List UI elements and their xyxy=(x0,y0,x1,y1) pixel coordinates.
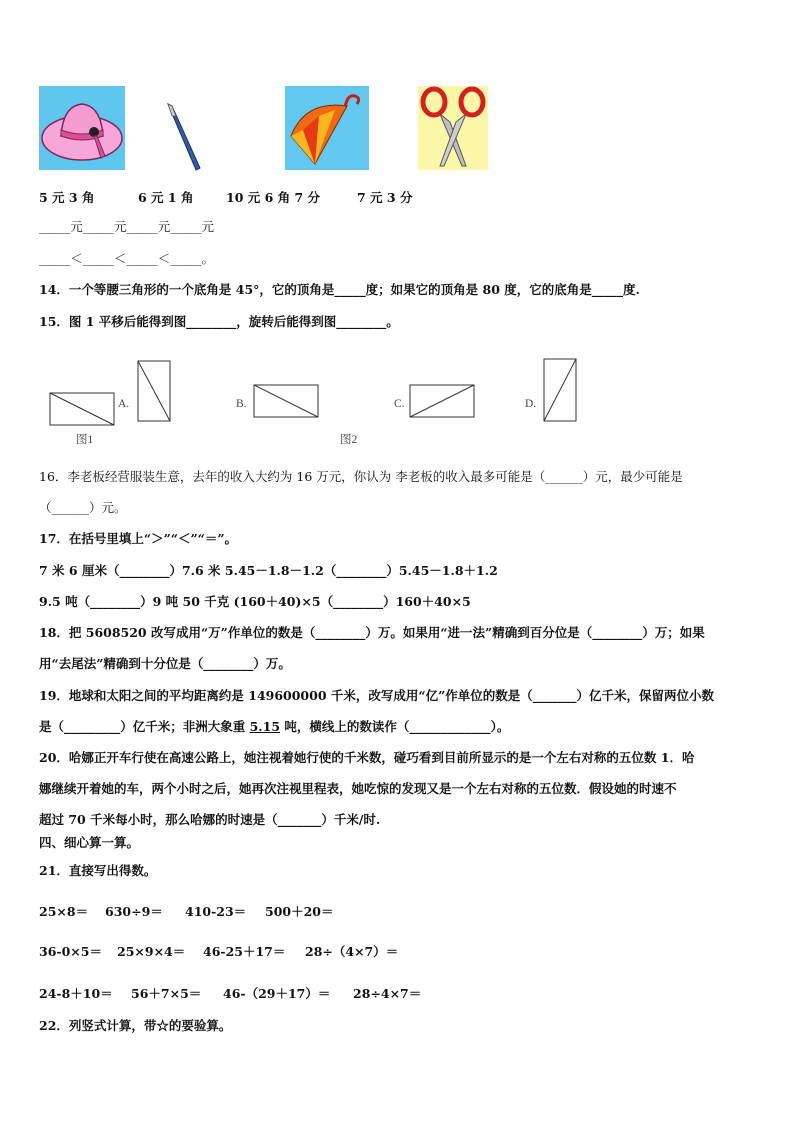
hat-price: 5 元 3 角 xyxy=(39,190,95,205)
umbrella-picture xyxy=(285,86,369,170)
calc-item: 25×8＝ xyxy=(39,904,89,919)
question-14: 14．一个等腰三角形的一个底角是 45°，它的顶角是_____度；如果它的顶角是 80 度，它的底角是_____度. xyxy=(39,282,640,297)
question-19-text-a: 是（_________）亿千米；非洲大象重 xyxy=(39,719,250,734)
question-21: 21．直接写出得数。 xyxy=(39,863,157,878)
option-b-label: B. xyxy=(236,398,247,410)
scissors-picture xyxy=(418,86,488,170)
compare-blanks: _____＜_____＜_____＜_____。 xyxy=(39,251,215,266)
option-a-label: A. xyxy=(118,398,130,410)
question-16-line-1: 16．李老板经营服装生意，去年的收入大约为 16 万元，你认为 李老板的收入最多可能是（______）元，最少可能是 xyxy=(39,469,683,484)
calc-item: 46-（29＋17）＝ xyxy=(223,986,331,1001)
pen-picture xyxy=(160,100,208,174)
option-b-rect xyxy=(254,385,318,417)
calc-item: 36-0×5＝ xyxy=(39,944,102,959)
question-20-line-2: 娜继续开着她的车，两个小时之后，她再次注视里程表，她吃惊的发现又是一个左右对称的五位数．假设她的时速不 xyxy=(39,781,677,796)
question-15: 15．图 1 平移后能得到图________，旋转后能得到图________。 xyxy=(39,314,399,329)
umbrella-price: 10 元 6 角 7 分 xyxy=(226,190,321,205)
figure-1-label: 图1 xyxy=(76,434,94,446)
option-c-label: C. xyxy=(394,398,405,410)
question-20-line-3: 超过 70 千米每小时，那么哈娜的时速是（_______）千米/时. xyxy=(39,812,381,827)
question-19-text-b: 吨，横线上的数读作（_____________）。 xyxy=(280,719,510,734)
option-a-rect xyxy=(138,361,170,421)
underlined-number: 5.15 xyxy=(249,719,281,734)
figure-2-label: 图2 xyxy=(340,434,358,446)
option-d-label: D. xyxy=(525,398,537,410)
question-20-line-1: 20．哈娜正开车行使在高速公路上，她注视着她行使的千米数，碰巧看到目前所显示的是一个左右对称的五位数 1．哈 xyxy=(39,750,695,765)
calc-item: 46-25＋17＝ xyxy=(203,944,286,959)
question-16-line-2: （______）元。 xyxy=(39,500,127,515)
option-c-rect xyxy=(410,385,474,417)
question-17-row-2: 9.5 吨（________）9 吨 50 千克 (160＋40)×5（________）160＋40×5 xyxy=(39,594,471,609)
figure-1-rect xyxy=(50,393,114,425)
question-19-line-2 xyxy=(39,719,509,735)
rotation-figure xyxy=(40,355,600,435)
calc-item: 28÷4×7＝ xyxy=(353,986,422,1001)
scissors-price: 7 元 3 分 xyxy=(357,190,413,205)
hat-picture xyxy=(39,86,125,170)
question-22: 22．列竖式计算，带☆的要验算。 xyxy=(39,1018,232,1033)
calc-item: 630÷9＝ xyxy=(105,904,163,919)
calc-item: 28÷（4×7）＝ xyxy=(305,944,399,959)
calc-item: 500＋20＝ xyxy=(265,904,334,919)
pen-price: 6 元 1 角 xyxy=(138,190,194,205)
calc-item: 25×9×4＝ xyxy=(117,944,186,959)
calc-item: 410-23＝ xyxy=(185,904,247,919)
question-19-line-1: 19．地球和太阳之间的平均距离约是 149600000 千米，改写成用“亿”作单位的数是（_______）亿千米，保留两位小数 xyxy=(39,688,715,703)
section-heading: 四、细心算一算。 xyxy=(39,835,140,850)
question-17-row-1: 7 米 6 厘米（________）7.6 米 5.45－1.8－1.2（________）5.45－1.8＋1.2 xyxy=(39,563,498,578)
question-18-line-2: 用“去尾法”精确到十分位是（________）万。 xyxy=(39,656,291,671)
yuan-blanks: _____元_____元_____元_____元 xyxy=(39,219,215,234)
question-18-line-1: 18．把 5608520 改写成用“万”作单位的数是（________）万。如果用“进一法”精确到百分位是（________）万；如果 xyxy=(39,625,705,640)
calc-item: 24-8＋10＝ xyxy=(39,986,113,1001)
option-d-rect xyxy=(544,359,576,421)
question-17: 17．在括号里填上“＞”“＜”“＝”。 xyxy=(39,531,238,546)
calc-item: 56＋7×5＝ xyxy=(131,986,202,1001)
